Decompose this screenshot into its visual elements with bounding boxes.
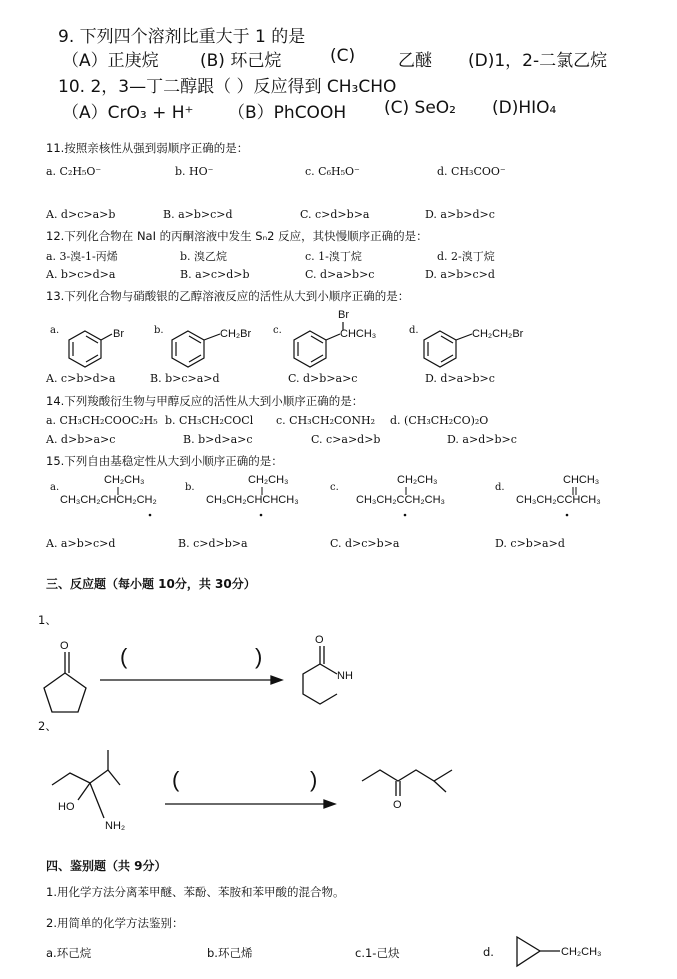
q13-label-c: c.: [273, 325, 282, 336]
q15-top-b: CH₂CH₃: [248, 474, 289, 486]
reactant-1-oxygen: O: [60, 640, 69, 652]
q12-stem: 12.下列化合物在 NaI 的丙酮溶液中发生 Sₙ2 反应，其快慢顺序正确的是：: [46, 229, 428, 243]
q14-answer-a: A. d>b>a>c: [46, 433, 116, 446]
q15-answer-b: B. c>d>b>a: [178, 537, 248, 550]
q14-item-a: a. CH₃CH₂COOC₂H₅: [46, 414, 158, 427]
q15-answer-c: C. d>c>b>a: [330, 537, 400, 550]
q14-item-c: c. CH₃CH₂CONH₂: [276, 414, 376, 427]
product-2-oxygen: O: [393, 799, 402, 811]
q15-label-d: d.: [495, 482, 505, 493]
q14-answer-d: D. a>d>b>c: [447, 433, 517, 446]
reaction-2-paren-open: (: [172, 767, 180, 792]
q13-stem: 13.下列化合物与硝酸银的乙醇溶液反应的活性从大到小顺序正确的是：: [46, 289, 410, 303]
q15-answer-d: D. c>b>a>d: [495, 537, 565, 550]
q12-item-d: d. 2-溴丁烷: [437, 250, 495, 263]
section4-item-d: d.: [483, 945, 494, 959]
q15-label-a: a.: [50, 482, 60, 493]
q9-stem: 9. 下列四个溶剂比重大于 1 的是: [58, 27, 306, 47]
q13-sub-c: CHCH₃: [340, 328, 377, 340]
q13-label-b: b.: [154, 325, 164, 336]
reaction-1-number: 1、: [38, 613, 57, 627]
reaction-2-number: 2、: [38, 719, 57, 733]
q12-item-b: b. 溴乙烷: [180, 250, 228, 263]
reaction-1-paren-open: (: [120, 644, 128, 669]
q13-answer-d: D. d>a>b>c: [425, 372, 495, 385]
section4-item-b: b.环己烯: [207, 946, 253, 960]
q14-item-d: d. (CH₃CH₂CO)₂O: [390, 414, 489, 427]
q15-top-c: CH₂CH₃: [397, 474, 438, 486]
q15-label-b: b.: [185, 482, 195, 493]
q14-stem: 14.下列羧酸衍生物与甲醇反应的活性从大到小顺序正确的是：: [46, 394, 364, 408]
section4-title: 四、鉴别题（共 9分）: [46, 859, 167, 873]
q13-sub-b: CH₂Br: [220, 328, 252, 340]
q12-item-c: c. 1-溴丁烷: [305, 250, 362, 263]
q15-answer-a: A. a>b>c>d: [46, 537, 116, 550]
q14-item-b: b. CH₃CH₂COCl: [165, 414, 254, 427]
q15-main-b: CH₃CH₂CHCHCH₃: [206, 494, 299, 506]
q13-label-d: d.: [409, 325, 419, 336]
q15-top-a: CH₂CH₃: [104, 474, 145, 486]
q9-option-a: （A）正庚烷: [62, 51, 159, 71]
q10-option-b: （B）PhCOOH: [228, 103, 347, 123]
reactant-2-hydroxyl: HO: [58, 801, 75, 813]
q9-option-c: (C): [330, 46, 356, 66]
q11-answer-a: A. d>c>a>b: [46, 208, 116, 221]
q10-option-d: (D)HIO₄: [492, 98, 557, 118]
q15-label-c: c.: [330, 482, 339, 493]
q11-item-a: a. C₂H₅O⁻: [46, 165, 102, 178]
q15-top-d: CHCH₃: [563, 474, 600, 486]
q11-answer-b: B. a>b>c>d: [163, 208, 233, 221]
ethyl-substituent: CH₂CH₃: [561, 946, 602, 958]
section4-question-1: 1.用化学方法分离苯甲醚、苯酚、苯胺和苯甲酸的混合物。: [46, 885, 345, 899]
q11-answer-c: C. c>d>b>a: [300, 208, 370, 221]
section4-question-2: 2.用简单的化学方法鉴别：: [46, 916, 184, 930]
q9-option-c-text: 乙醚: [398, 51, 432, 71]
q12-answer-a: A. b>c>d>a: [46, 268, 116, 281]
q15-main-a: CH₃CH₂CHCH₂CH₂: [60, 494, 157, 506]
q13-answer-b: B. b>c>a>d: [150, 372, 220, 385]
q10-option-c: (C) SeO₂: [384, 98, 456, 118]
q15-stem: 15.下列自由基稳定性从大到小顺序正确的是：: [46, 454, 283, 468]
q15-main-c: CH₃CH₂CCH₂CH₃: [356, 494, 445, 506]
q11-item-d: d. CH₃COO⁻: [437, 165, 506, 178]
q14-answer-c: C. c>a>d>b: [311, 433, 381, 446]
q11-item-b: b. HO⁻: [175, 165, 214, 178]
q12-answer-b: B. a>c>d>b: [180, 268, 250, 281]
q13-label-a: a.: [50, 325, 60, 336]
q10-stem: 10. 2，3—丁二醇跟（ ）反应得到 CH₃CHO: [58, 77, 397, 97]
section3-title: 三、反应题（每小题 10分，共 30分）: [46, 577, 256, 591]
section4-item-a: a.环己烷: [46, 946, 92, 960]
q11-stem: 11.按照亲核性从强到弱顺序正确的是：: [46, 141, 249, 155]
q14-answer-b: B. b>d>a>c: [183, 433, 253, 446]
q9-option-d: (D)1，2-二氯乙烷: [468, 51, 608, 71]
product-1-nh: NH: [337, 670, 353, 682]
q10-option-a: （A）CrO₃ + H⁺: [62, 103, 194, 123]
q12-item-a: a. 3-溴-1-丙烯: [46, 250, 118, 263]
q11-item-c: c. C₆H₅O⁻: [305, 165, 360, 178]
reactant-2-amine: NH₂: [105, 820, 126, 832]
q13-sub-a: Br: [113, 328, 124, 340]
q12-answer-d: D. a>b>c>d: [425, 268, 495, 281]
section4-item-c: c.1-己炔: [355, 946, 400, 960]
q9-option-b: (B) 环己烷: [200, 51, 282, 71]
q13-sub-d: CH₂CH₂Br: [472, 328, 524, 340]
product-1-oxygen: O: [315, 634, 324, 646]
reaction-1-paren-close: ): [255, 644, 263, 669]
q15-main-d: CH₃CH₂CCHCH₃: [516, 494, 601, 506]
q12-answer-c: C. d>a>b>c: [305, 268, 375, 281]
q13-answer-c: C. d>b>a>c: [288, 372, 358, 385]
q13-answer-a: A. c>b>d>a: [46, 372, 116, 385]
q13-sub-c-br: Br: [338, 309, 349, 321]
q11-answer-d: D. a>b>d>c: [425, 208, 495, 221]
reaction-2-paren-close: ): [310, 767, 318, 792]
